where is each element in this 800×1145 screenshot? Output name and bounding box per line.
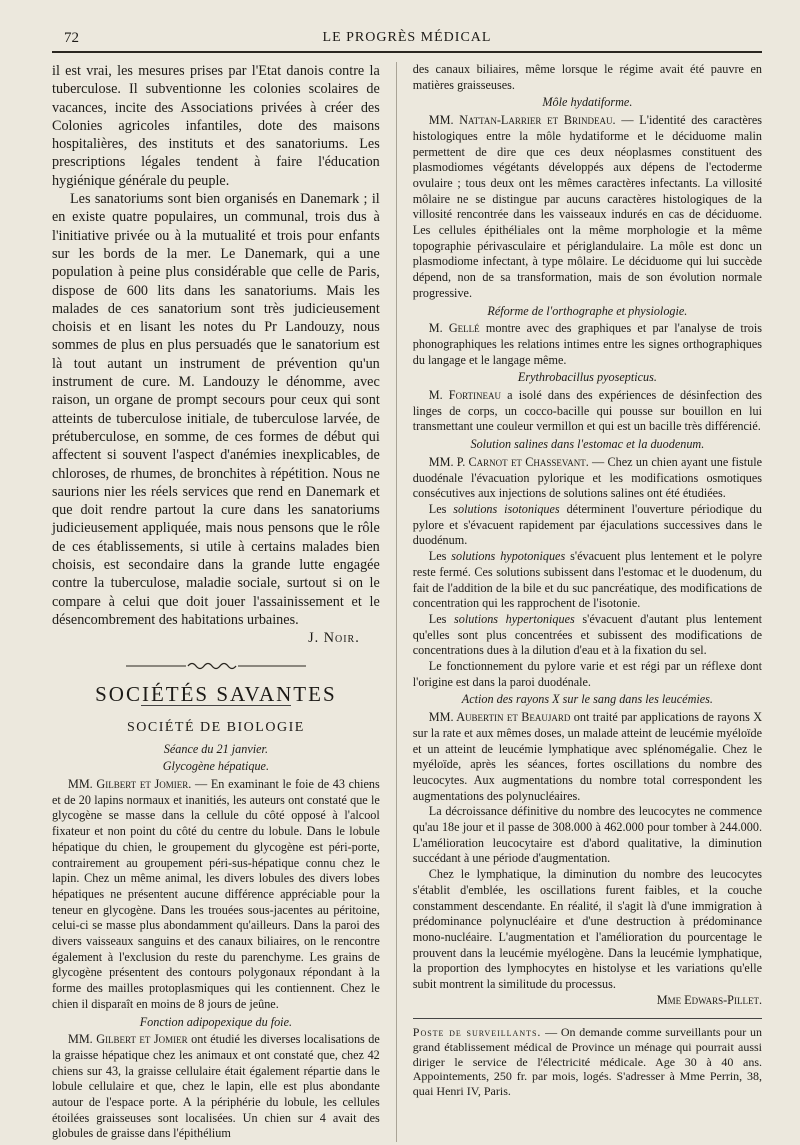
body-text: déterminent l'ouverture périodique du pylore et s'évacuent rapidement par éjaculations successives dans le duodénum.	[412, 501, 762, 548]
lead-paragraph: Les sanatoriums sont bien organisés en Danemark ; il en existe quatre populaires, un communal, trois dus à l'initiative privée ou à la mutualité et trois pour enfants sur les bords de la mer. Le Danemark, qui a une population à peine plus considérable que celle de Paris, dispose de 600 lits dans les sanatoriums. Mais les malades de ces sanatorium sont très judicieusement choisis et en lisant les notes du Pr Landouzy, nous sommes de plus en plus persuadés que le sanatorium est là tout autant un instrument de prévention qu'un instrument de cure. M. Landouzy le dénomme, avec raison, un organe de prompt secours pour ceux qui sont atteints de tuberculose initiale, de tuberculose larvée, de prétuberculose, en somme, de ces formes de début qui affectent si souvent l'aspect d'anémies inexplicables, de chloroses, de rhumes, de bronchites à répétition. Nous ne saurions nier les réels services que rend en Danemark et que doit rendre partout la cure dans les sanatoriums judicieusement appliquée, mais nous pensons que le rôle de ces établissements, si utile à certains malades bien choisis, est secondaire dans la grande lutte engagée contre la tuberculose, maladie sociale, surtout si on le compare à celui que doit jouer l'assainissement et le désencombrement des habitations urbaines.	[52, 191, 380, 628]
authors: MM. P. Carnot et Chassevant.	[428, 454, 589, 469]
body-text: montre avec des graphiques et par l'analyse de trois phonographiques les relations intimes entre les signes orthographiques du langage et le langage même.	[412, 321, 763, 367]
lead-article	[52, 62, 380, 648]
hypertonic-paragraph: Les solutions hypertoniques s'évacuent d'autant plus lentement qu'elles sont plus concentrées et subissent des modifications de concentrations dues à la dilution d'eau et à la fixation du sel.	[412, 611, 763, 658]
running-head	[52, 28, 762, 50]
session-date: Séance du 21 janvier.	[163, 741, 268, 756]
classified-notice	[413, 1018, 762, 1098]
right-signature: Mme Edwars-Pillet.	[656, 992, 762, 1007]
lead-paragraph: il est vrai, les mesures prises par l'Etat danois contre la tuberculose. Il subventionne les colonies scolaires de vacances, incite des Associations privées à créer des Colonies agricoles infantiles, dote des maisons hospitalières, des instituts et des sanatoriums. Les prescriptions légales tendent à faire l'éducation hygiénique générale du peuple.	[52, 63, 380, 189]
body-text: — En examinant le foie de 43 chiens et de 20 lapins normaux et inanitiés, les auteurs ont constaté que le glycogène se masse dans la cellule du côté opposé à l'alcool fixateur et non point du côté du centre du lobule. Dans le lobule hépatique du chien, le groupement du glycogène est péri-porte, contrairement au groupement péri-sus-hépatique connu chez le lapin. Chez un même animal, les divers lobules des divers lobes hépatiques ne présentent aucune différence appréciable pour la teneur en glycogène. Dans les trouées sous-jacentes au péritoine, celui-ci se masse plus abondamment qu'ailleurs. Dans la paroi des divers vaisseaux sanguins et des canaux biliaires, on le rencontre également à l'exclusion du reste du parenchyme. Les grains de glycogène présentent des contours polygonaux répondant à la forme des mailles protoplasmiques qui les contiennent. Chez le chien il disparaît en moins de 8 jours de jeûne.	[52, 777, 380, 1011]
authors: MM. Nattan-Larrier et Brindeau.	[428, 113, 616, 128]
glycogene-paragraph	[52, 777, 380, 1013]
emphasis: solutions hypotoniques	[451, 549, 566, 564]
authors: MM. Gilbert et Jomier.	[68, 777, 192, 792]
flourish-ornament	[116, 661, 316, 671]
adipo-paragraph	[52, 1032, 380, 1142]
continuation-paragraph: des canaux biliaires, même lorsque le régime avait été pauvre en matières graisseuses.	[412, 62, 762, 92]
body-text: s'évacuent plus lentement et le polyre reste fermé. Ces solutions subissent dans l'estomac et le duodenum, du fait de l'addition de la bile et du suc pancréatique, des modifications de concentration qui les rapprochent de l'isotonie.	[412, 549, 763, 611]
notice-paragraph	[413, 1025, 762, 1098]
subhead-reforme: Réforme de l'orthographe et physiologie.	[487, 303, 688, 318]
subhead-mole: Môle hydatiforme.	[542, 95, 633, 110]
body-text: ont traité par applications de rayons X sur la rate et aux mêmes doses, un malade atteint de leucémie myéloïde et un atteint de leucémie lymphatique avec splénomégalie. Chez le myéloïde, après les séances, fortes oscillations du nombre des leucocytes. Aux augmentations du nombre total correspondent les augmentations des polynucléaires.	[412, 710, 763, 803]
emphasis: solutions hypertoniques	[454, 611, 575, 626]
isotonic-paragraph: Les solutions isotoniques déterminent l'ouverture périodique du pylore et s'évacuent rapidement par éjaculations successives dans le duodénum.	[412, 501, 762, 548]
body-text: a isolé dans des expériences de désinfection des linges de corps, un cocco-bacille qui pousse sur bouillon en lui transmettant une couleur vermillon et qui est un bacille très différencié.	[412, 388, 762, 434]
emphasis: solutions isotoniques	[453, 501, 560, 516]
left-column	[52, 62, 396, 1142]
pylore-paragraph: Le fonctionnement du pylore varie et est régi par un réflexe dont l'origine est dans la paroi duodénale.	[412, 659, 762, 689]
right-column	[396, 62, 762, 1142]
hypotonic-paragraph: Les solutions hypotoniques s'évacuent plus lentement et le polyre reste fermé. Ces solutions subissent dans l'estomac et le duodenum, du fait de l'addition de la bile et du suc pancréatique, des modifications de concentration qui les rapprochent de l'isotonie.	[412, 549, 763, 611]
subhead-rayons-x: Action des rayons X sur le sang dans les leucémies.	[461, 692, 713, 707]
body-text: ont étudié les diverses localisations de la graisse hépatique chez les animaux et ont constaté que, chez 42 chiens sur 43, la graisse cellulaire était également répartie dans le lobule cellulaire et que, chez le lapin, elle est plus abondante autour de l'espace porte. A la périphérie du lobule, les cellules étoilées graisseuses sont localisées. Un chien sur 4 avait des globules de graisse dans l'épithélium	[52, 1032, 380, 1141]
section-title: SOCIÉTÉS SAVANTES	[95, 682, 337, 707]
notice-text: — On demande comme surveillants pour un grand établissement médical de Province un ménage qui pourrait aussi diriger le service de l'électricité médicale. Age 30 à 40 ans. Appointements, 250 fr. par mois, logés. S'adresser à Mme Perrin, 38, quai Henri IV, Paris.	[412, 1025, 763, 1098]
subhead-glycogene: Glycogène hépatique.	[162, 759, 270, 774]
erythro-paragraph	[413, 388, 762, 435]
authors: MM. Aubertin et Beaujard	[428, 710, 571, 725]
ornamental-divider	[52, 660, 380, 676]
subhead-erythrobacillus: Erythrobacillus pyosepticus.	[517, 370, 657, 385]
body-text: s'évacuent d'autant plus lentement qu'elles sont plus concentrées et subissent des modifications de concentrations dues à la dilution d'eau et à la fixation du sel.	[412, 611, 763, 658]
decroissance-paragraph: La décroissance définitive du nombre des leucocytes ne commence qu'au 18e jour et il passe de 308.000 à 462.000 pour tomber à 244.000. L'amélioration leucocytaire est d'abord qualitative, la diminution succédant à une période d'augmentation.	[412, 804, 762, 866]
notice-label: Poste de surveillants.	[412, 1025, 542, 1040]
lead-signature: J. Noir.	[308, 630, 360, 647]
body-text: — L'identité des caractères histologiques entre la môle hydatiforme et le déciduome malin permettent de dire que ces deux néoplasmes constituent des plasmodiomes végétants développés aux dépens de l'ectoderme ovulaire ; tous deux ont les mêmes caractères infectants. La villosité môlaire ne se distingue par aucuns caractères histologiques de la villosité rencontrée dans les vaisseaux indurés en cas de déciduome. Les cellules épithéliales ont la même morphologie et la même topographie périvasculaire et périglandulaire. La môle est donc un plasmodiome infectant, à type môlaire. Le déciduome qui lui succède dépend, non de sa transformation, mais de son évolution normale progressive.	[412, 113, 762, 300]
reforme-paragraph	[413, 321, 762, 368]
rayons-paragraph	[413, 710, 762, 804]
two-column-body	[52, 62, 762, 1142]
mole-paragraph	[413, 113, 762, 301]
header-rule	[52, 51, 762, 53]
subhead-adipopexique: Fonction adipopexique du foie.	[139, 1014, 293, 1029]
journal-title: LE PROGRÈS MÉDICAL	[322, 30, 492, 45]
authors: M. Gellé	[428, 321, 480, 336]
body-text: — Chez un chien ayant une fistule duodénale l'évacuation pylorique et les modifications osmotiques consécutives aux injections de solutions salines ont été étudiées.	[412, 454, 763, 501]
society-heading: SOCIÉTÉ DE BIOLOGIE	[126, 719, 305, 735]
lymphatique-paragraph: Chez le lymphatique, la diminution du nombre des leucocytes s'établit d'emblée, les oscillations furent faibles, et la couche constamment descendante. En réalité, il s'agit là d'une immigration à prédominance polynucléaire et d'une destruction à prédominance mono-nucléaire. L'augmentation et l'amélioration du pourcentage le prouvent dans la leucémie myélogène. Dans la leucémie lymphatique, la proportion des lymphocytes en histolyse et les variations qu'elle subit montrent la similitude du processus.	[412, 867, 762, 992]
authors: M. Fortineau	[428, 388, 502, 403]
authors: MM. Gilbert et Jomier	[68, 1032, 188, 1047]
subhead-solutions: Solution salines dans l'estomac et la duodenum.	[470, 437, 705, 452]
page-number: 72	[64, 30, 79, 46]
solution-paragraph	[413, 455, 762, 502]
